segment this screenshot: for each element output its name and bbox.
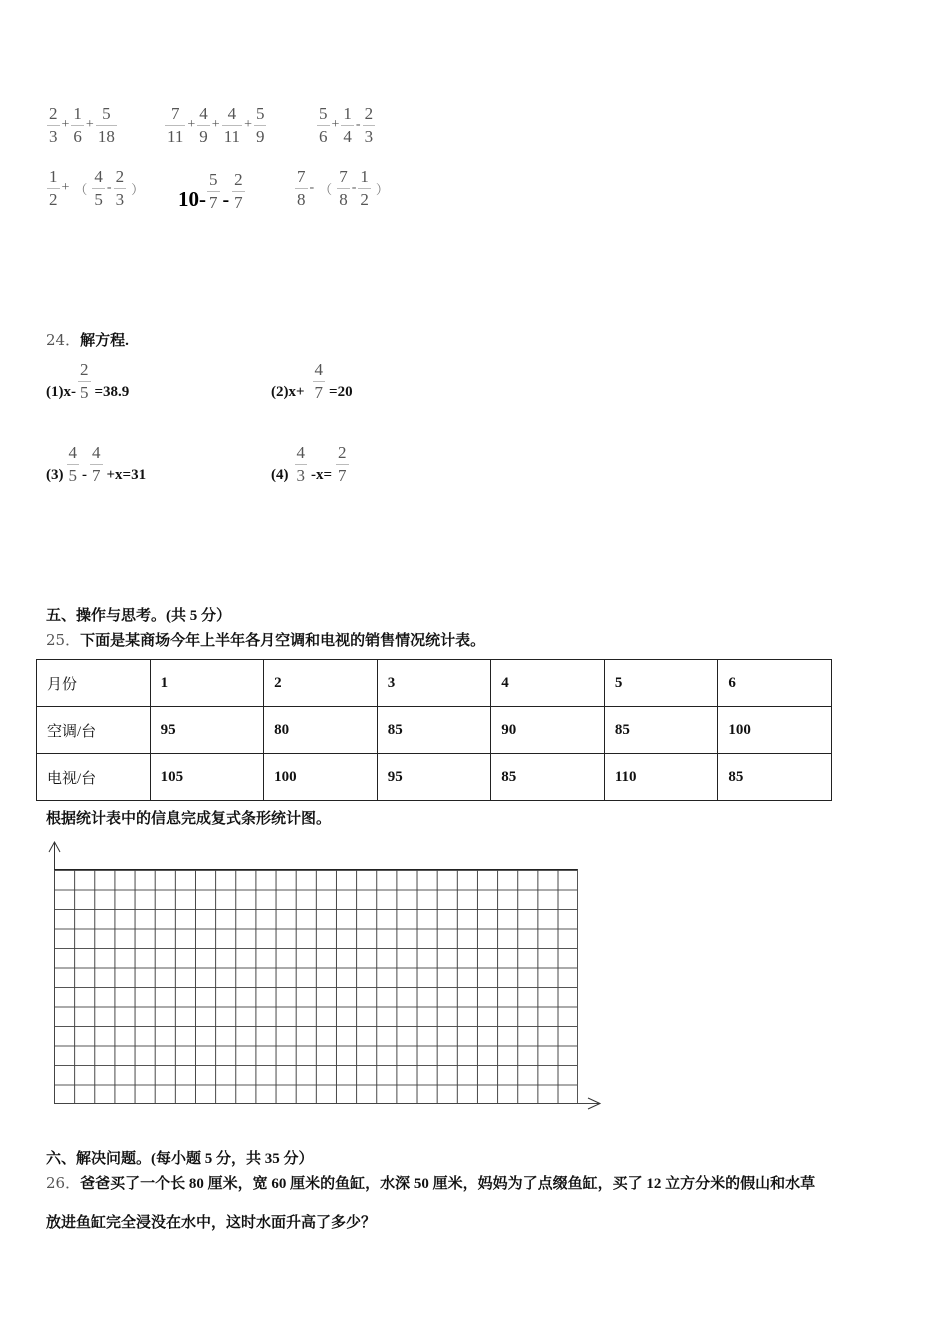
table-cell: 1 bbox=[150, 660, 264, 707]
operator: + bbox=[187, 117, 196, 132]
fraction: $\frac{4}{11}$ bbox=[223, 103, 241, 146]
fraction: $\frac{2}{3}$ bbox=[364, 103, 374, 146]
fraction-expression-5 bbox=[178, 163, 246, 213]
question-26-line-1 bbox=[46, 1172, 815, 1193]
equation-4 bbox=[271, 443, 349, 486]
table-cell: 100 bbox=[718, 707, 832, 754]
fraction: $\frac{5}{18}$ bbox=[97, 103, 115, 146]
table-cell: 4 bbox=[491, 660, 605, 707]
table-row bbox=[37, 707, 832, 754]
left-paren: （ bbox=[74, 181, 88, 197]
question-number: 25． bbox=[46, 631, 81, 649]
fraction-expression-3 bbox=[316, 100, 376, 150]
operator: + bbox=[61, 180, 70, 195]
equation-text: (1)x- bbox=[46, 384, 76, 400]
equation-text: (3) bbox=[46, 467, 64, 483]
fraction: $\frac{7}{8}$ bbox=[339, 166, 348, 209]
fraction: $\frac{7}{11}$ bbox=[167, 103, 184, 146]
x-axis bbox=[54, 1103, 600, 1104]
fraction: $\frac{4}{5}$ bbox=[94, 166, 103, 209]
fraction: $\frac{4}{7}$ bbox=[92, 443, 101, 485]
chart-instruction: 根据统计表中的信息完成复式条形统计图。 bbox=[46, 811, 332, 827]
section-5-heading: 五、操作与思考。(共 5 分） bbox=[46, 608, 231, 624]
equation-text: +x=31 bbox=[106, 467, 147, 483]
y-axis-arrow-icon bbox=[46, 840, 64, 854]
grid-cells bbox=[54, 869, 578, 1103]
operator: - bbox=[222, 189, 230, 211]
operator: - bbox=[82, 467, 87, 483]
table-cell: 95 bbox=[150, 707, 264, 754]
fraction-expression-4 bbox=[46, 163, 148, 213]
table-cell: 100 bbox=[264, 754, 378, 801]
operator: - bbox=[106, 180, 112, 195]
fraction: $\frac{2}{3}$ bbox=[49, 103, 58, 146]
fraction-expression-1 bbox=[46, 100, 118, 150]
question-26-line-2: 放进鱼缸完全浸没在水中，这时水面升高了多少？ bbox=[46, 1215, 377, 1231]
table-cell: 3 bbox=[377, 660, 491, 707]
question-number: 26． bbox=[46, 1174, 81, 1192]
fraction: $\frac{1}{4}$ bbox=[343, 103, 352, 146]
table-cell: 电视/台 bbox=[37, 754, 151, 801]
table-cell: 110 bbox=[604, 754, 718, 801]
operator: - bbox=[351, 180, 357, 195]
fraction: $\frac{4}{5}$ bbox=[68, 443, 77, 485]
equation-1 bbox=[46, 360, 129, 403]
fraction: $\frac{5}{9}$ bbox=[255, 103, 265, 146]
fraction: $\frac{4}{3}$ bbox=[296, 443, 305, 485]
fraction: $\frac{2}{7}$ bbox=[338, 443, 347, 485]
left-paren: （ bbox=[319, 181, 333, 197]
fraction: $\frac{1}{2}$ bbox=[49, 166, 58, 209]
right-paren: ） bbox=[131, 181, 145, 197]
question-25-text bbox=[46, 629, 485, 650]
table-cell: 105 bbox=[150, 754, 264, 801]
equation-2 bbox=[271, 360, 353, 403]
operator: + bbox=[85, 117, 94, 132]
fraction: $\frac{2}{7}$ bbox=[234, 170, 243, 212]
table-cell: 6 bbox=[718, 660, 832, 707]
table-cell: 80 bbox=[264, 707, 378, 754]
table-cell: 2 bbox=[264, 660, 378, 707]
fraction: $\frac{1}{6}$ bbox=[73, 103, 82, 146]
equation-text: -x= bbox=[311, 467, 333, 483]
question-body: 下面是某商场今年上半年各月空调和电视的销售情况统计表。 bbox=[80, 633, 486, 649]
operator: - bbox=[355, 117, 361, 132]
fraction: $\frac{4}{7}$ bbox=[314, 360, 324, 402]
table-header-row bbox=[37, 660, 832, 707]
fraction: $\frac{5}{7}$ bbox=[209, 170, 218, 212]
operator: + bbox=[244, 117, 252, 132]
question-body: 爸爸买了一个长 80 厘米，宽 60 厘米的鱼缸，水深 50 厘米，妈妈为了点缀鱼缸，买了 12 立方分米的假山和水草 bbox=[80, 1176, 816, 1192]
x-axis-arrow-icon bbox=[586, 1096, 602, 1112]
fraction-expression-6 bbox=[294, 163, 393, 213]
equation-text: (4) bbox=[271, 467, 289, 483]
table-cell: 5 bbox=[604, 660, 718, 707]
table-cell: 85 bbox=[604, 707, 718, 754]
fraction: $\frac{7}{8}$ bbox=[297, 166, 306, 209]
sales-table bbox=[36, 659, 832, 801]
table-cell: 85 bbox=[491, 754, 605, 801]
table-row bbox=[37, 754, 832, 801]
equation-text: =20 bbox=[329, 384, 353, 400]
right-paren: ） bbox=[375, 181, 389, 197]
fraction: $\frac{5}{6}$ bbox=[319, 103, 328, 146]
operator: + bbox=[211, 117, 220, 132]
fraction: $\frac{4}{9}$ bbox=[199, 103, 208, 146]
question-title: 解方程. bbox=[80, 333, 129, 349]
operator: - bbox=[309, 180, 315, 195]
table-cell: 空调/台 bbox=[37, 707, 151, 754]
question-number: 24． bbox=[46, 331, 81, 349]
blank-chart-grid bbox=[54, 869, 578, 1103]
fraction: $\frac{1}{2}$ bbox=[360, 166, 369, 209]
table-cell: 85 bbox=[718, 754, 832, 801]
table-cell: 85 bbox=[377, 707, 491, 754]
table-cell: 95 bbox=[377, 754, 491, 801]
operator: + bbox=[331, 117, 340, 132]
operator: + bbox=[61, 117, 70, 132]
equation-3 bbox=[46, 443, 146, 486]
fraction-expression-2 bbox=[164, 100, 267, 150]
question-24-heading bbox=[46, 329, 129, 350]
fraction: $\frac{2}{3}$ bbox=[115, 166, 125, 209]
section-6-heading: 六、解决问题。(每小题 5 分，共 35 分） bbox=[46, 1151, 314, 1167]
whole-number: 10- bbox=[178, 187, 206, 211]
equation-text: =38.9 bbox=[94, 384, 130, 400]
table-cell: 90 bbox=[491, 707, 605, 754]
equation-text: (2)x+ bbox=[271, 384, 305, 400]
fraction: $\frac{2}{5}$ bbox=[80, 360, 89, 402]
table-cell: 月份 bbox=[37, 660, 151, 707]
